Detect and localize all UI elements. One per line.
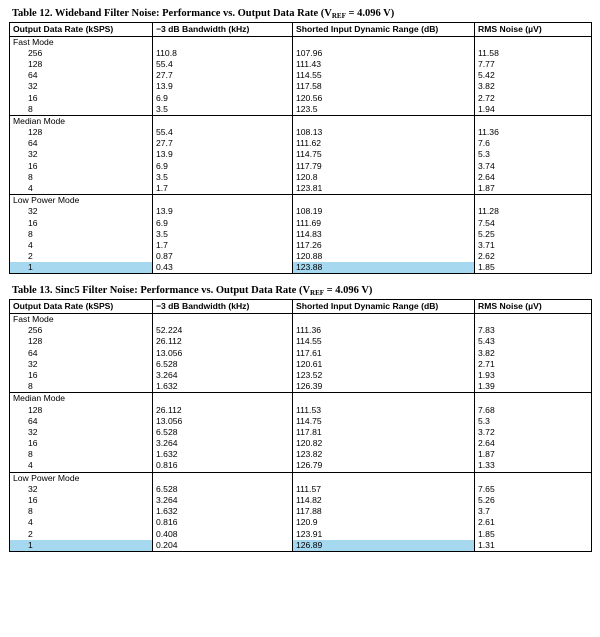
table-row — [10, 404, 592, 415]
table-row — [10, 416, 592, 427]
cell-bandwidth: 0.816 — [153, 460, 293, 472]
cell-bandwidth: 55.4 — [153, 127, 293, 138]
table-12-caption — [9, 5, 591, 22]
cell-rate: 4 — [10, 183, 153, 195]
empty-cell — [153, 472, 293, 484]
cell-bandwidth: 0.408 — [153, 529, 293, 540]
cell-rate: 128 — [10, 336, 153, 347]
cell-bandwidth: 3.264 — [153, 495, 293, 506]
cell-rate: 64 — [10, 416, 153, 427]
cell-dynamic-range: 120.82 — [293, 438, 475, 449]
empty-cell — [153, 195, 293, 207]
cell-bandwidth: 27.7 — [153, 70, 293, 81]
cell-rms-noise: 7.54 — [475, 218, 592, 229]
cell-rms-noise: 1.93 — [475, 370, 592, 381]
empty-cell — [293, 195, 475, 207]
cell-rms-noise: 2.61 — [475, 517, 592, 528]
cell-rms-noise: 2.64 — [475, 172, 592, 183]
cell-rate: 64 — [10, 348, 153, 359]
cell-bandwidth: 6.9 — [153, 92, 293, 103]
cell-bandwidth: 3.5 — [153, 104, 293, 116]
column-header-rms-noise: RMS Noise (µV) — [475, 23, 592, 37]
empty-cell — [475, 393, 592, 405]
cell-dynamic-range: 126.79 — [293, 460, 475, 472]
table-row — [10, 262, 592, 274]
cell-rate: 16 — [10, 370, 153, 381]
cell-rms-noise: 7.65 — [475, 484, 592, 495]
cell-dynamic-range: 111.69 — [293, 218, 475, 229]
cell-bandwidth: 6.528 — [153, 484, 293, 495]
cell-dynamic-range: 120.9 — [293, 517, 475, 528]
empty-cell — [293, 36, 475, 48]
cell-rms-noise: 5.3 — [475, 149, 592, 160]
cell-bandwidth: 55.4 — [153, 59, 293, 70]
cell-bandwidth: 13.056 — [153, 416, 293, 427]
cell-rms-noise: 11.36 — [475, 127, 592, 138]
cell-rms-noise: 5.26 — [475, 495, 592, 506]
cell-dynamic-range: 120.8 — [293, 172, 475, 183]
cell-bandwidth: 13.9 — [153, 149, 293, 160]
cell-bandwidth: 52.224 — [153, 325, 293, 336]
cell-rate: 32 — [10, 206, 153, 217]
cell-rms-noise: 1.39 — [475, 381, 592, 393]
cell-dynamic-range: 123.52 — [293, 370, 475, 381]
cell-rate: 256 — [10, 48, 153, 59]
cell-rate: 16 — [10, 161, 153, 172]
column-header-dynamic-range: Shorted Input Dynamic Range (dB) — [293, 300, 475, 314]
cell-rate: 64 — [10, 138, 153, 149]
cell-rate: 32 — [10, 484, 153, 495]
table-row — [10, 92, 592, 103]
cell-rate: 2 — [10, 529, 153, 540]
cell-rate: 8 — [10, 506, 153, 517]
cell-bandwidth: 0.816 — [153, 517, 293, 528]
cell-bandwidth: 3.264 — [153, 438, 293, 449]
cell-dynamic-range: 114.75 — [293, 416, 475, 427]
cell-bandwidth: 6.528 — [153, 359, 293, 370]
cell-rms-noise: 7.68 — [475, 404, 592, 415]
cell-dynamic-range: 123.5 — [293, 104, 475, 116]
cell-dynamic-range: 117.88 — [293, 506, 475, 517]
table-row — [10, 438, 592, 449]
cell-rms-noise: 5.43 — [475, 336, 592, 347]
header-row — [10, 23, 592, 37]
table-row — [10, 218, 592, 229]
cell-bandwidth: 110.8 — [153, 48, 293, 59]
table-row — [10, 48, 592, 59]
cell-rms-noise: 1.87 — [475, 183, 592, 195]
caption-subscript: REF — [331, 12, 346, 20]
column-header-bandwidth: −3 dB Bandwidth (kHz) — [153, 23, 293, 37]
mode-label: Fast Mode — [10, 36, 153, 48]
empty-cell — [153, 115, 293, 127]
cell-rate: 16 — [10, 218, 153, 229]
table-row — [10, 427, 592, 438]
mode-label: Fast Mode — [10, 313, 153, 325]
cell-rms-noise: 5.3 — [475, 416, 592, 427]
cell-dynamic-range: 108.19 — [293, 206, 475, 217]
cell-dynamic-range: 114.75 — [293, 149, 475, 160]
column-header-rate: Output Data Rate (kSPS) — [10, 23, 153, 37]
cell-bandwidth: 6.9 — [153, 218, 293, 229]
cell-rate: 16 — [10, 495, 153, 506]
empty-cell — [475, 115, 592, 127]
mode-label: Median Mode — [10, 393, 153, 405]
cell-rate: 1 — [10, 262, 153, 274]
document-page — [9, 5, 591, 552]
table-row — [10, 529, 592, 540]
cell-dynamic-range: 120.88 — [293, 251, 475, 262]
table-row — [10, 206, 592, 217]
table-row — [10, 59, 592, 70]
table-row — [10, 495, 592, 506]
cell-dynamic-range: 111.62 — [293, 138, 475, 149]
mode-section-row — [10, 393, 592, 405]
cell-rate: 8 — [10, 449, 153, 460]
empty-cell — [153, 36, 293, 48]
cell-rms-noise: 11.58 — [475, 48, 592, 59]
table-13-body — [10, 313, 592, 551]
cell-rms-noise: 2.71 — [475, 359, 592, 370]
cell-bandwidth: 3.5 — [153, 229, 293, 240]
cell-bandwidth: 13.056 — [153, 348, 293, 359]
cell-bandwidth: 6.528 — [153, 427, 293, 438]
cell-rms-noise: 1.85 — [475, 529, 592, 540]
cell-rms-noise: 7.83 — [475, 325, 592, 336]
cell-rate: 16 — [10, 92, 153, 103]
table-12 — [9, 22, 592, 274]
cell-dynamic-range: 114.82 — [293, 495, 475, 506]
cell-bandwidth: 3.5 — [153, 172, 293, 183]
header-row — [10, 300, 592, 314]
cell-rms-noise: 11.28 — [475, 206, 592, 217]
table-row — [10, 127, 592, 138]
caption-text: Table 12. Wideband Filter Noise: Performance vs. Output Data Rate (V — [12, 8, 332, 19]
table-row — [10, 104, 592, 116]
cell-dynamic-range: 111.36 — [293, 325, 475, 336]
cell-dynamic-range: 114.55 — [293, 70, 475, 81]
cell-dynamic-range: 108.13 — [293, 127, 475, 138]
cell-rms-noise: 2.62 — [475, 251, 592, 262]
empty-cell — [293, 115, 475, 127]
cell-bandwidth: 0.204 — [153, 540, 293, 552]
cell-rms-noise: 2.64 — [475, 438, 592, 449]
caption-suffix: = 4.096 V) — [324, 285, 373, 297]
mode-section-row — [10, 313, 592, 325]
empty-cell — [475, 195, 592, 207]
empty-cell — [293, 472, 475, 484]
cell-rate: 4 — [10, 240, 153, 251]
cell-rms-noise: 2.72 — [475, 92, 592, 103]
cell-dynamic-range: 114.55 — [293, 336, 475, 347]
cell-rms-noise: 5.42 — [475, 70, 592, 81]
cell-dynamic-range: 120.56 — [293, 92, 475, 103]
caption-suffix: = 4.096 V) — [345, 8, 395, 19]
cell-dynamic-range: 114.83 — [293, 229, 475, 240]
table-row — [10, 172, 592, 183]
cell-rms-noise: 1.94 — [475, 104, 592, 116]
empty-cell — [475, 313, 592, 325]
cell-rate: 128 — [10, 127, 153, 138]
cell-bandwidth: 26.112 — [153, 404, 293, 415]
cell-dynamic-range: 123.81 — [293, 183, 475, 195]
cell-bandwidth: 0.43 — [153, 262, 293, 274]
cell-rms-noise: 1.85 — [475, 262, 592, 274]
cell-rate: 64 — [10, 70, 153, 81]
cell-bandwidth: 13.9 — [153, 81, 293, 92]
cell-rms-noise: 7.6 — [475, 138, 592, 149]
table-row — [10, 325, 592, 336]
table-13-caption — [9, 282, 591, 299]
table-row — [10, 381, 592, 393]
mode-section-row — [10, 472, 592, 484]
cell-bandwidth: 1.7 — [153, 240, 293, 251]
column-header-rate: Output Data Rate (kSPS) — [10, 300, 153, 314]
cell-dynamic-range: 126.89 — [293, 540, 475, 552]
table-row — [10, 348, 592, 359]
empty-cell — [475, 472, 592, 484]
caption-subscript: REF — [310, 289, 325, 298]
table-row — [10, 149, 592, 160]
column-header-dynamic-range: Shorted Input Dynamic Range (dB) — [293, 23, 475, 37]
cell-dynamic-range: 123.91 — [293, 529, 475, 540]
cell-bandwidth: 13.9 — [153, 206, 293, 217]
mode-label: Low Power Mode — [10, 195, 153, 207]
cell-rms-noise: 1.31 — [475, 540, 592, 552]
cell-bandwidth: 3.264 — [153, 370, 293, 381]
table-row — [10, 506, 592, 517]
cell-bandwidth: 26.112 — [153, 336, 293, 347]
cell-rate: 32 — [10, 359, 153, 370]
table-row — [10, 81, 592, 92]
cell-bandwidth: 0.87 — [153, 251, 293, 262]
cell-rms-noise: 1.33 — [475, 460, 592, 472]
cell-dynamic-range: 117.79 — [293, 161, 475, 172]
cell-bandwidth: 1.632 — [153, 449, 293, 460]
cell-rate: 8 — [10, 104, 153, 116]
empty-cell — [153, 313, 293, 325]
cell-dynamic-range: 111.57 — [293, 484, 475, 495]
cell-rate: 8 — [10, 381, 153, 393]
cell-rate: 32 — [10, 149, 153, 160]
cell-dynamic-range: 107.96 — [293, 48, 475, 59]
table-row — [10, 251, 592, 262]
cell-rate: 32 — [10, 81, 153, 92]
empty-cell — [293, 393, 475, 405]
table-row — [10, 70, 592, 81]
table-row — [10, 359, 592, 370]
table-row — [10, 138, 592, 149]
cell-rms-noise: 3.71 — [475, 240, 592, 251]
cell-bandwidth: 1.632 — [153, 381, 293, 393]
table-13 — [9, 299, 592, 551]
cell-dynamic-range: 117.81 — [293, 427, 475, 438]
cell-rms-noise: 3.82 — [475, 348, 592, 359]
cell-rate: 1 — [10, 540, 153, 552]
cell-rms-noise: 7.77 — [475, 59, 592, 70]
cell-rate: 2 — [10, 251, 153, 262]
cell-rate: 4 — [10, 460, 153, 472]
cell-bandwidth: 27.7 — [153, 138, 293, 149]
mode-label: Median Mode — [10, 115, 153, 127]
column-header-rms-noise: RMS Noise (µV) — [475, 300, 592, 314]
cell-rate: 16 — [10, 438, 153, 449]
mode-section-row — [10, 36, 592, 48]
cell-bandwidth: 1.7 — [153, 183, 293, 195]
table-row — [10, 240, 592, 251]
column-header-bandwidth: −3 dB Bandwidth (kHz) — [153, 300, 293, 314]
cell-rms-noise: 3.72 — [475, 427, 592, 438]
cell-rms-noise: 3.74 — [475, 161, 592, 172]
cell-rms-noise: 1.87 — [475, 449, 592, 460]
mode-section-row — [10, 115, 592, 127]
cell-dynamic-range: 123.88 — [293, 262, 475, 274]
cell-dynamic-range: 117.58 — [293, 81, 475, 92]
cell-rate: 4 — [10, 517, 153, 528]
cell-rms-noise: 3.7 — [475, 506, 592, 517]
cell-rate: 8 — [10, 172, 153, 183]
cell-rate: 128 — [10, 59, 153, 70]
caption-text: Table 13. Sinc5 Filter Noise: Performance vs. Output Data Rate (V — [12, 285, 311, 297]
cell-dynamic-range: 117.61 — [293, 348, 475, 359]
cell-bandwidth: 1.632 — [153, 506, 293, 517]
cell-dynamic-range: 117.26 — [293, 240, 475, 251]
table-row — [10, 336, 592, 347]
table-12-body — [10, 36, 592, 274]
table-row — [10, 183, 592, 195]
table-row — [10, 460, 592, 472]
empty-cell — [153, 393, 293, 405]
cell-rate: 32 — [10, 427, 153, 438]
table-row — [10, 161, 592, 172]
empty-cell — [475, 36, 592, 48]
cell-dynamic-range: 126.39 — [293, 381, 475, 393]
cell-dynamic-range: 120.61 — [293, 359, 475, 370]
cell-rms-noise: 5.25 — [475, 229, 592, 240]
cell-dynamic-range: 123.82 — [293, 449, 475, 460]
table-row — [10, 370, 592, 381]
mode-section-row — [10, 195, 592, 207]
table-row — [10, 229, 592, 240]
mode-label: Low Power Mode — [10, 472, 153, 484]
cell-rate: 256 — [10, 325, 153, 336]
table-row — [10, 449, 592, 460]
cell-dynamic-range: 111.43 — [293, 59, 475, 70]
cell-bandwidth: 6.9 — [153, 161, 293, 172]
cell-rate: 128 — [10, 404, 153, 415]
empty-cell — [293, 313, 475, 325]
table-row — [10, 484, 592, 495]
table-row — [10, 517, 592, 528]
cell-dynamic-range: 111.53 — [293, 404, 475, 415]
table-row — [10, 540, 592, 552]
cell-rate: 8 — [10, 229, 153, 240]
cell-rms-noise: 3.82 — [475, 81, 592, 92]
